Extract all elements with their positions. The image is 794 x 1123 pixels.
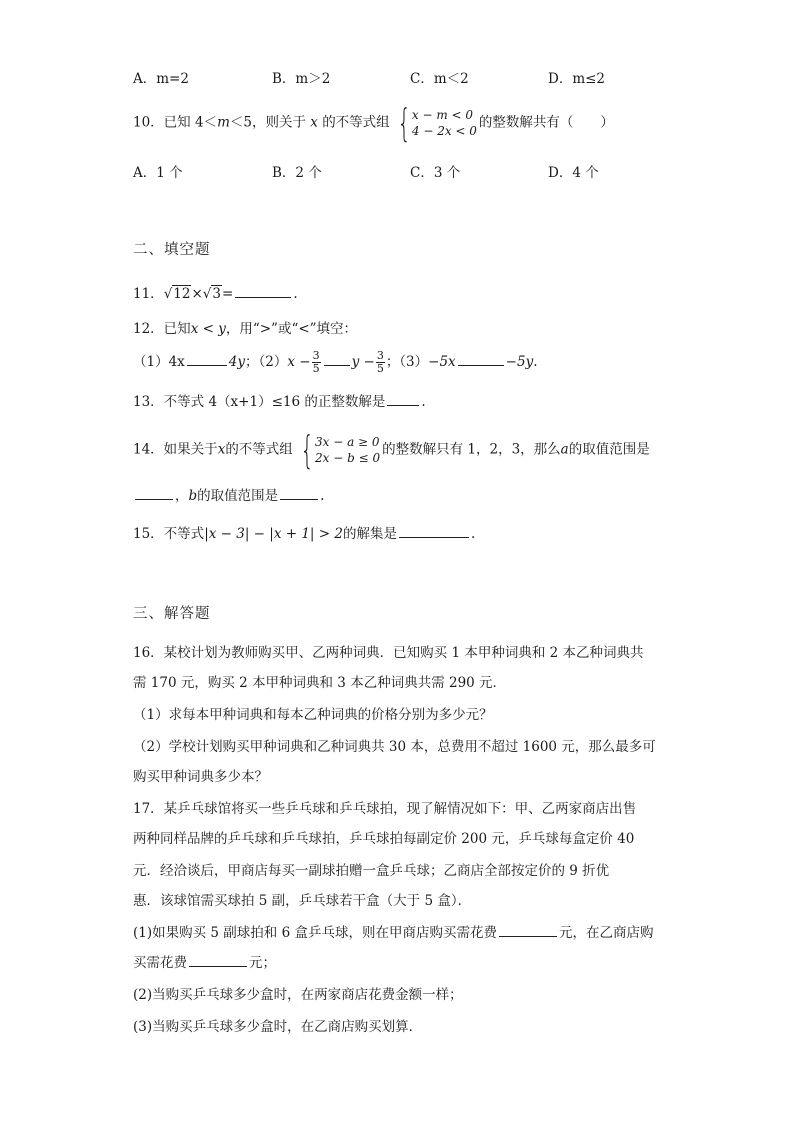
q11-number: 11． (133, 286, 164, 302)
brace-symbol: { (300, 428, 314, 472)
q10-suffix: 的整数解共有（ ） (478, 114, 614, 131)
q9-option-c: C．m＜2 (410, 71, 469, 87)
q17-part1-line2: 买需花费 元； (133, 955, 276, 971)
q9-option-d: D．m≤2 (548, 71, 606, 87)
q12-p1-blank[interactable] (187, 353, 227, 366)
q9-option-b: B．m＞2 (272, 71, 331, 87)
q12-condition: x < y (190, 321, 226, 337)
q16-part1: （1）求每本甲种词典和每本乙种词典的价格分别为多少元？ (133, 707, 493, 723)
q16-line1: 16．某校计划为教师购买甲、乙两种词典．已知购买 1 本甲种词典和 2 本乙种词典共 (133, 645, 644, 661)
q12-p2-rhs: y − (351, 354, 375, 370)
q17-part3: (3)当购买乒乓球多少盒时，在乙商店购买划算． (133, 1019, 423, 1035)
q12-p2-lhs: x − (287, 354, 311, 370)
q10-option-b: B．2 个 (272, 165, 322, 181)
q16-part2-line1: （2）学校计划购买甲种词典和乙种词典共 30 本，总费用不超过 1600 元，那么最多可 (133, 739, 656, 755)
section-fill-in-blank-title: 二、填空题 (133, 242, 211, 258)
q10-option-c: C．3 个 (410, 165, 461, 181)
q10-system (392, 101, 477, 145)
q10-mid1: ＜5，则关于 (229, 114, 306, 131)
q12-fraction-a: $\frac{3}{5}$ (312, 349, 320, 375)
q17-blank-jia[interactable] (499, 924, 557, 937)
q17-part2: (2)当购买乒乓球多少盒时，在两家商店花费金额一样； (133, 987, 463, 1003)
q10-sys-line1: x − m < 0 (411, 108, 474, 122)
q17-line2: 两种同样品牌的乒乓球和乒乓球拍，乒乓球拍每副定价 200 元，乒乓球每盒定价 40 (133, 831, 635, 847)
q12-fraction-b: $\frac{3}{5}$ (376, 349, 384, 375)
q11-times: × (191, 286, 203, 302)
q14-line1: 14．如果关于x的不等式组 { 3x − a ≥ 0 2x − b ≤ 0 的整数解只有 1，2，3，那么a的取值范围是 (133, 428, 650, 472)
q10-sys-line2: 4 − 2x < 0 (411, 124, 477, 138)
q14-sys-line1: 3x − a ≥ 0 (315, 435, 380, 449)
q12-prefix: 12．已知 (133, 321, 191, 337)
q12-p3-lhs: −5x (428, 354, 456, 370)
q11-sqrt-b: √3 (202, 286, 221, 302)
q13-blank[interactable] (387, 393, 419, 406)
q14-blank-a[interactable] (135, 487, 173, 500)
section-answer-title: 三、解答题 (133, 606, 211, 622)
q15: 15．不等式|x − 3| − |x + 1| > 2的解集是 . (133, 526, 476, 542)
q11-sqrt-a: √12 (163, 286, 191, 302)
q14-system (295, 428, 381, 472)
q12-p1-lhs: （1）4x (133, 354, 185, 370)
q14-var-a: a (560, 441, 569, 458)
q17-blank-yi[interactable] (189, 954, 247, 967)
q12-parts: （1）4x 4y；（2）x − $\frac{3}{5}$ y − $\frac{3}{5}$ ；（3）−5x −5y. (133, 349, 538, 375)
q13-text: 13．不等式 4（x+1）≤16 的正整数解是 (133, 394, 386, 410)
q12-suffix: ，用“>”或“<”填空： (225, 321, 358, 337)
q12-p1-rhs: 4y (228, 354, 246, 370)
q17-part1-line1: (1)如果购买 5 副球拍和 6 盒乒乓球，则在甲商店购买需花费 元，在乙商店购 (133, 925, 654, 941)
q15-blank[interactable] (399, 525, 469, 538)
q10-mid2: 的不等式组 (322, 114, 390, 131)
q11-blank[interactable] (235, 285, 291, 298)
q14-line2: ，b的取值范围是 . (133, 484, 324, 504)
q11: 11．√12×√3= . (133, 286, 298, 302)
q17-line4: 惠．该球馆需买球拍 5 副，乒乓球若干盒（大于 5 盒）． (133, 893, 472, 909)
q15-expression: |x − 3| − |x + 1| > 2 (204, 526, 343, 542)
q12-p2-blank[interactable] (324, 353, 350, 366)
q16-part2-line2: 购买甲种词典多少本？ (133, 769, 268, 785)
q10-stem (133, 101, 614, 145)
q10-option-d: D．4 个 (548, 165, 599, 181)
q10-var-m: m (217, 114, 230, 131)
q13: 13．不等式 4（x+1）≤16 的正整数解是 . (133, 394, 426, 410)
q14-blank-b[interactable] (280, 487, 318, 500)
q10-prefix: 10．已知 4＜ (133, 114, 218, 131)
q9-option-a: A．m=2 (133, 71, 189, 87)
brace-symbol: { (397, 101, 411, 145)
q12-p3-rhs: −5y (505, 354, 534, 370)
q17-line1: 17．某乒乓球馆将买一些乒乓球和乒乓球拍，现了解情况如下：甲、乙两家商店出售 (133, 801, 637, 817)
q12-p3-blank[interactable] (458, 353, 504, 366)
q10-option-a: A．1 个 (133, 165, 183, 181)
q14-var-b: b (188, 488, 198, 504)
q12-stem (133, 317, 357, 337)
q16-line2: 需 170 元，购买 2 本甲种词典和 3 本乙种词典共需 290 元． (133, 675, 507, 691)
q14-sys-line2: 2x − b ≤ 0 (315, 451, 381, 465)
q10-var-x: x (310, 114, 318, 131)
q17-line3: 元．经洽谈后，甲商店每买一副球拍赠一盒乒乓球；乙商店全部按定价的 9 折优 (133, 863, 610, 879)
q14-var-x: x (217, 441, 226, 458)
q11-equals: = (222, 286, 234, 302)
